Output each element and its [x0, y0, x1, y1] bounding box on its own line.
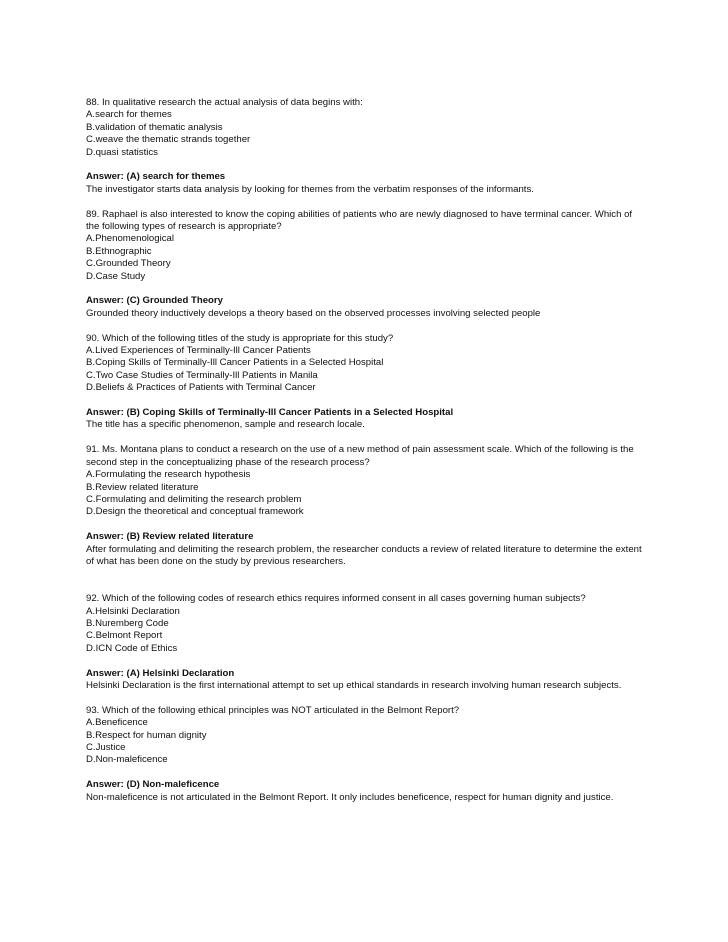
option-c: C.Formulating and delimiting the research problem [86, 493, 302, 505]
option-c: C.Justice [86, 741, 126, 753]
answer-explanation: The title has a specific phenomenon, sample and research locale. [86, 419, 365, 431]
option-b: B.Coping Skills of Terminally-Ill Cancer Patients in a Selected Hospital [86, 357, 384, 369]
question-text: 91. Ms. Montana plans to conduct a research on the use of a new method of pain assessment scale. Which of the following is the second step in the conceptualizing phase of the research process? [86, 444, 634, 468]
option-a: A.Helsinki Declaration [86, 605, 180, 617]
option-d: D.Non-maleficence [86, 754, 168, 766]
option-c: C.Two Case Studies of Terminally-Ill Patients in Manila [86, 369, 318, 381]
option-b: B.Review related literature [86, 481, 199, 493]
answer-explanation: After formulating and delimiting the research problem, the researcher conducts a review of related literature to determine the extent of what has been done on the study by previous researchers. [86, 543, 642, 567]
answer-label: Answer: (B) Review related literature [86, 531, 254, 543]
option-c: C.weave the thematic strands together [86, 134, 251, 146]
option-d: D.Case Study [86, 270, 146, 282]
option-a: A.Phenomenological [86, 233, 175, 245]
option-b: B.Ethnographic [86, 245, 152, 257]
question-block-89 [86, 209, 646, 321]
answer-explanation: The investigator starts data analysis by looking for themes from the verbatim responses of the informants. [86, 183, 534, 195]
answer-explanation: Non-maleficence is not articulated in the Belmont Report. It only includes beneficence, respect for human dignity and justice. [86, 791, 614, 803]
option-b: B.Respect for human dignity [86, 729, 207, 741]
question-block-88 [86, 97, 646, 196]
question-block-92 [86, 593, 646, 692]
option-c: C.Grounded Theory [86, 258, 171, 270]
option-a: A.Beneficence [86, 717, 148, 729]
answer-label: Answer: (B) Coping Skills of Terminally-Ill Cancer Patients in a Selected Hospital [86, 407, 454, 419]
answer-label: Answer: (D) Non-maleficence [86, 779, 220, 791]
question-text: 92. Which of the following codes of research ethics requires informed consent in all cases governing human subjects? [86, 593, 586, 605]
document-page [86, 97, 646, 804]
question-text: 90. Which of the following titles of the study is appropriate for this study? [86, 332, 394, 344]
option-d: D.quasi statistics [86, 146, 158, 158]
option-d: D.Design the theoretical and conceptual framework [86, 506, 304, 518]
answer-label: Answer: (A) search for themes [86, 171, 226, 183]
option-c: C.Belmont Report [86, 630, 163, 642]
option-d: D.ICN Code of Ethics [86, 642, 178, 654]
answer-label: Answer: (C) Grounded Theory [86, 295, 223, 307]
option-a: A.Formulating the research hypothesis [86, 469, 251, 481]
option-d: D.Beliefs & Practices of Patients with Terminal Cancer [86, 382, 316, 394]
question-text: 93. Which of the following ethical principles was NOT articulated in the Belmont Report? [86, 704, 460, 716]
question-block-90 [86, 333, 646, 432]
question-block-91 [86, 444, 646, 568]
option-b: B.Nuremberg Code [86, 617, 169, 629]
answer-explanation: Grounded theory inductively develops a theory based on the observed processes involving selected people [86, 307, 541, 319]
option-a: A.Lived Experiences of Terminally-Ill Cancer Patients [86, 345, 311, 357]
question-text: 89. Raphael is also interested to know the coping abilities of patients who are newly diagnosed to have terminal cancer. Which of the following types of research is appropriate? [86, 208, 633, 233]
question-text: 88. In qualitative research the actual analysis of data begins with: [86, 97, 363, 108]
answer-explanation: Helsinki Declaration is the first international attempt to set up ethical standards in research involving human research subjects. [86, 679, 622, 691]
answer-label: Answer: (A) Helsinki Declaration [86, 667, 235, 679]
question-block-93 [86, 705, 646, 804]
option-b: B.validation of thematic analysis [86, 121, 223, 133]
option-a: A.search for themes [86, 109, 172, 121]
